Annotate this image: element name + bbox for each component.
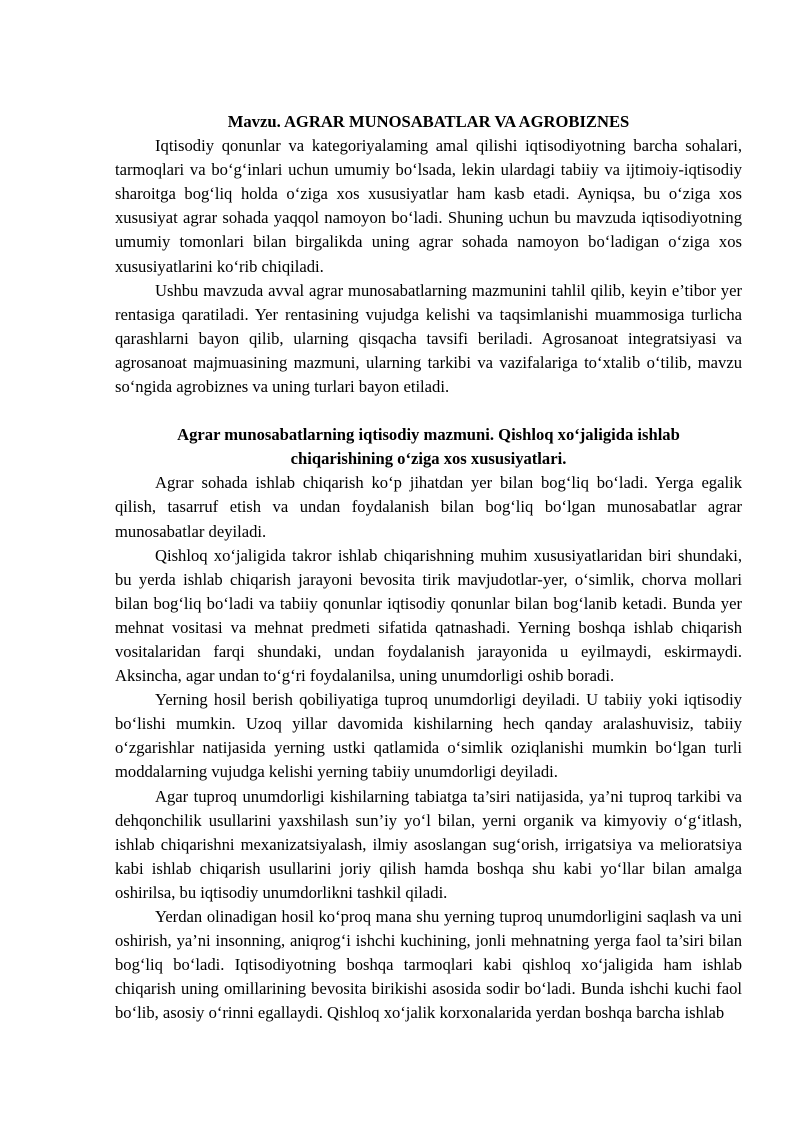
section-paragraph-3: Yerning hosil berish qobiliyatiga tuproq unumdorligi deyiladi. U tabiiy yoki iqtisodiy bo‘lishi mumkin. Uzoq yillar davomida kishilarning hech qanday aralashuvisiz, tabiiy o‘zgarishlar natijasida yerning ustki qatlamida o‘simlik oziqlanishi mumkin bo‘lgan turli moddalarning vujudga kelishi yerning tabiiy unumdorligi deyiladi. [115, 690, 742, 782]
intro-paragraph-2: Ushbu mavzuda avval agrar munosabatlarning mazmunini tahlil qilib, keyin e’tibor yer rentasiga qaratiladi. Yer rentasining vujudga kelishi va taqsimlanishi muammosiga turlicha qarashlarni bayon qilib, ularning qisqacha tavsifi beriladi. Agrosanoat integratsiyasi va agrosanoat majmuasining mazmuni, ularning tarkibi va vazifalariga to‘xtalib o‘tilib, mavzu so‘ngida agrobiznes va uning turlari bayon etiladi. [115, 280, 742, 397]
intro-paragraph-1: Iqtisodiy qonunlar va kategoriyalaming amal qilishi iqtisodiyotning barcha sohalari, tarmoqlari va bo‘g‘inlari uchun umumiy bo‘lsada, lekin ulardagi tabiiy va ijtimoiy-iqtisodiy sharoitga bog‘liq holda o‘ziga xos xususiyatlar ham kasb etadi. Ayniqsa, bu o‘ziga xos xususiyat agrar sohada yaqqol namoyon bo‘ladi. Shuning uchun bu mavzuda iqtisodiyotning umumiy tomonlari bilan birgalikda uning agrar sohada namoyon bo‘ladigan o‘ziga xos xususiyatlarini ko‘rib chiqiladi. [115, 136, 742, 276]
section-paragraph-2: Qishloq xo‘jaligida takror ishlab chiqarishning muhim xususiyatlaridan biri shundaki, bu yerda ishlab chiqarish jarayoni bevosita tirik mavjudotlar-yer, o‘simlik, chorva mollari bilan bog‘liq bo‘ladi va tabiiy qonunlar iqtisodiy qonunlar bilan bog‘lanib ketadi. Bunda yer mehnat vositasi va mehnat predmeti sifatida qatnashadi. Yerning boshqa ishlab chiqarish vositalaridan farqi shundaki, undan foydalanish jarayonida u eyilmaydi, eskirmaydi. Aksincha, agar undan to‘g‘ri foydalanilsa, uning unumdorligi oshib boradi. [115, 545, 742, 686]
section-heading-line-2: chiqarishining o‘ziga xos xususiyatlari. [290, 449, 567, 469]
section-heading-line-1: Agrar munosabatlarning iqtisodiy mazmuni. Qishloq xo‘jaligida ishlab [177, 425, 680, 445]
section-paragraph-1: Agrar sohada ishlab chiqarish ko‘p jihatdan yer bilan bog‘liq bo‘ladi. Yerga egalik qilish, tasarruf etish va undan foydalanish bilan bog‘liq bo‘lgan munosabatlar agrar munosabatlar deyiladi. [115, 473, 742, 541]
section-paragraph-5: Yerdan olinadigan hosil ko‘proq mana shu yerning tuproq unumdorligini saqlash va uni oshirish, ya’ni insonning, aniqrog‘i ishchi kuchining, jonli mehnatning yerga faol ta’siri bilan bog‘liq bo‘ladi. Iqtisodiyotning boshqa tarmoqlari kabi qishloq xo‘jaligida ham ishlab chiqarish uning omillarining bevosita birikishi asosida sodir bo‘ladi. Bunda ishchi kuchi faol bo‘lib, asosiy o‘rinni egallaydi. Qishloq xo‘jalik korxonalarida yerdan boshqa barcha ishlab [115, 907, 742, 1023]
section-heading [115, 423, 742, 471]
document-title: Mavzu. AGRAR MUNOSABATLAR VA AGROBIZNES [227, 112, 630, 131]
document-page [115, 110, 742, 1025]
section-paragraph-4: Agar tuproq unumdorligi kishilarning tabiatga ta’siri natijasida, ya’ni tuproq tarkibi va dehqonchilik usullarini yaxshilash sun’iy yo‘l bilan, yerni organik va kimyoviy o‘g‘itlash, ishlab chiqarishni mexanizatsiyalash, ilmiy asoslangan sug‘orish, irrigatsiya va melioratsiya kabi ishlab chiqarish usullarini joriy qilish hamda boshqa shu kabi yo‘llar bilan amalga oshirilsa, bu iqtisodiy unumdorlikni tashkil qiladi. [115, 786, 742, 902]
